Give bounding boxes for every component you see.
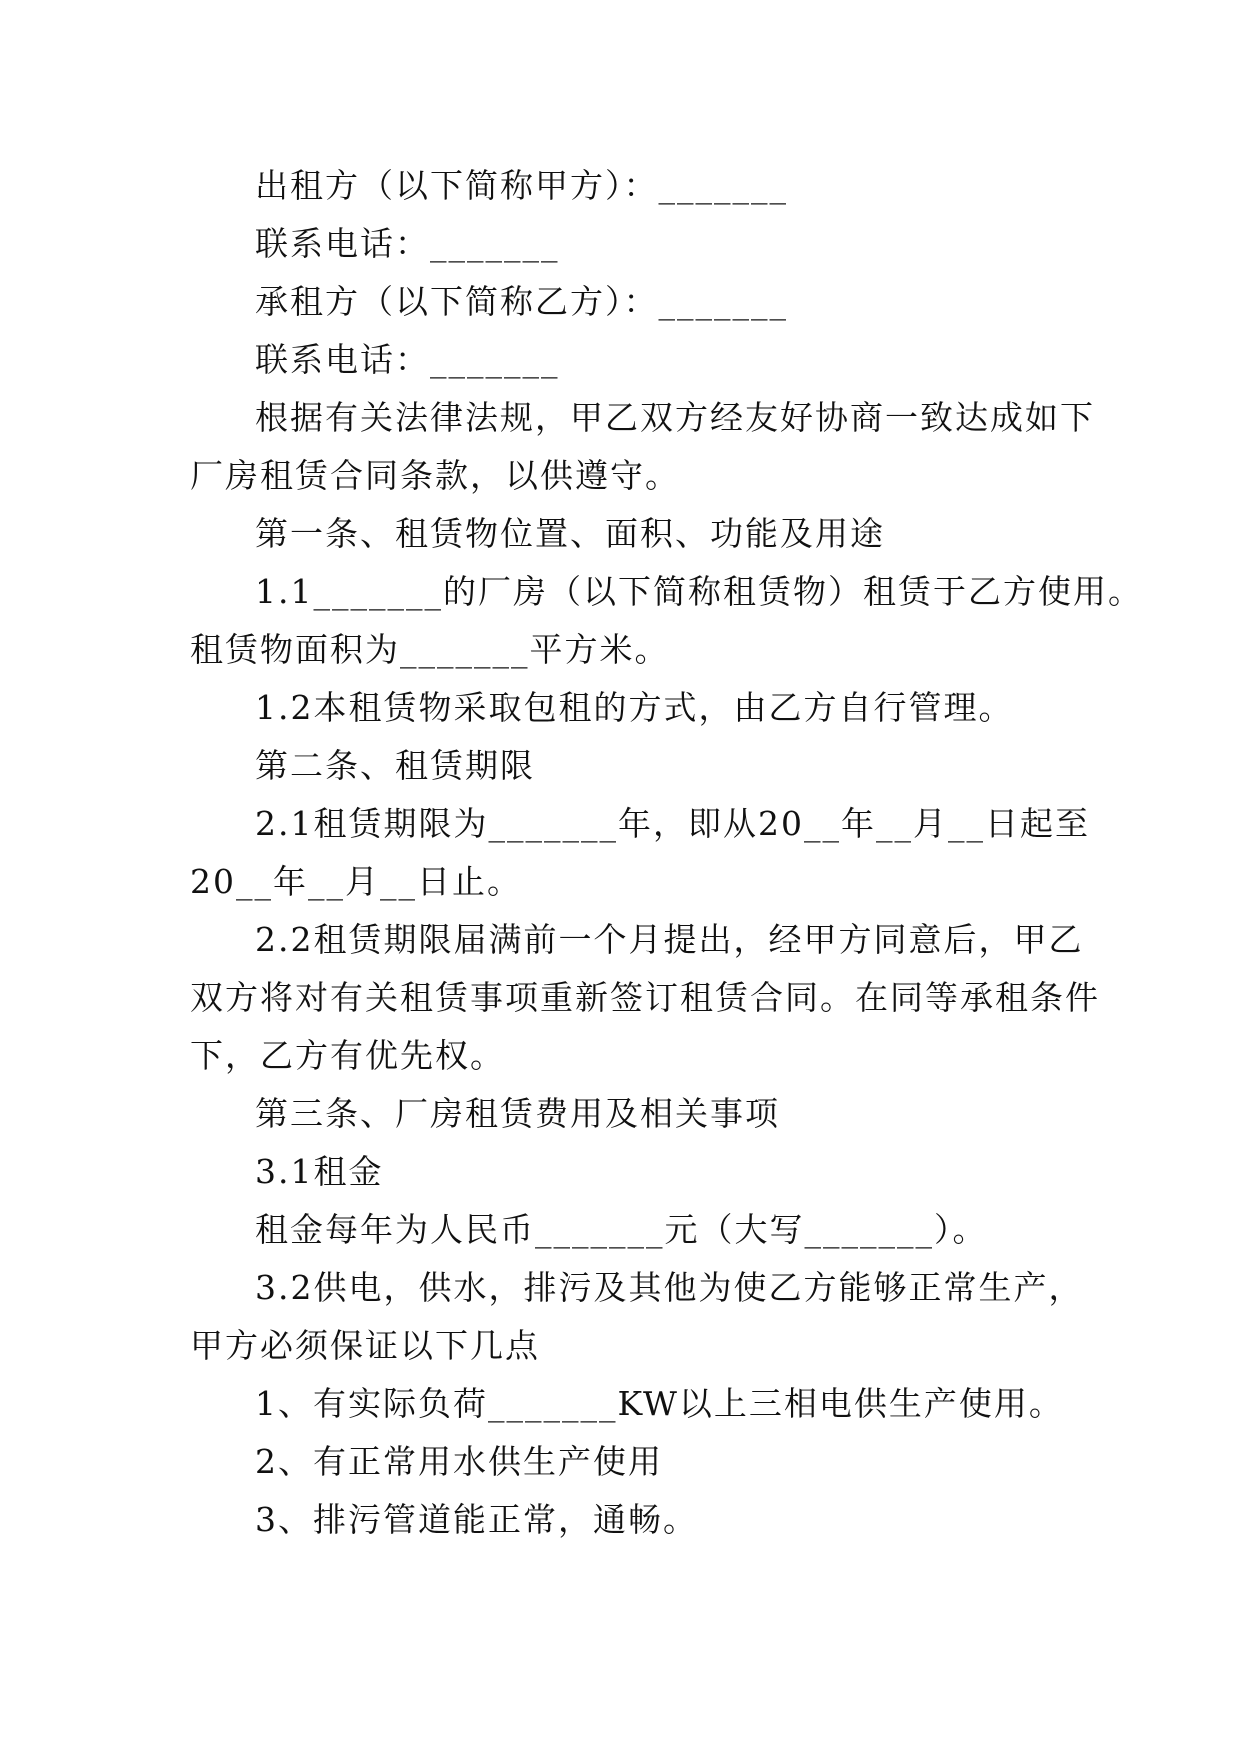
clause-2-2-line-3: 下，乙方有优先权。 <box>190 1036 505 1075</box>
lessor-phone-line: 联系电话：_______ <box>255 224 560 263</box>
preamble-line-1: 根据有关法律法规，甲乙双方经友好协商一致达成如下 <box>255 398 1095 437</box>
clause-2-1-line-1: 2.1租赁期限为_______年，即从20__年__月__日起至 <box>255 804 1090 843</box>
lessor-line: 出租方（以下简称甲方）：_______ <box>255 166 788 205</box>
clause-3-2-line-2: 甲方必须保证以下几点 <box>190 1326 540 1365</box>
lessee-line: 承租方（以下简称乙方）：_______ <box>255 282 788 321</box>
clause-1-1-line-2: 租赁物面积为_______平方米。 <box>190 630 670 669</box>
rent-amount-line: 租金每年为人民币_______元（大写_______）。 <box>255 1210 988 1249</box>
clause-1-2: 1.2本租赁物采取包租的方式，由乙方自行管理。 <box>255 688 1014 727</box>
clause-2-2-line-2: 双方将对有关租赁事项重新签订租赁合同。在同等承租条件 <box>190 978 1100 1017</box>
preamble-line-2: 厂房租赁合同条款，以供遵守。 <box>190 456 680 495</box>
lessee-phone-line: 联系电话：_______ <box>255 340 560 379</box>
requirement-1: 1、有实际负荷_______KW以上三相电供生产使用。 <box>255 1384 1064 1423</box>
article-2-heading: 第二条、租赁期限 <box>255 746 535 785</box>
article-3-heading: 第三条、厂房租赁费用及相关事项 <box>255 1094 780 1133</box>
article-1-heading: 第一条、租赁物位置、面积、功能及用途 <box>255 514 885 553</box>
clause-1-1-line-1: 1.1_______的厂房（以下简称租赁物）租赁于乙方使用。 <box>255 572 1143 611</box>
clause-2-2-line-1: 2.2租赁期限届满前一个月提出，经甲方同意后，甲乙 <box>255 920 1084 959</box>
clause-3-2-line-1: 3.2供电，供水，排污及其他为使乙方能够正常生产， <box>255 1268 1084 1307</box>
requirement-2: 2、有正常用水供生产使用 <box>255 1442 663 1481</box>
clause-2-1-line-2: 20__年__月__日止。 <box>190 862 522 901</box>
clause-3-1-heading: 3.1租金 <box>255 1152 384 1191</box>
requirement-3: 3、排污管道能正常，通畅。 <box>255 1500 698 1539</box>
